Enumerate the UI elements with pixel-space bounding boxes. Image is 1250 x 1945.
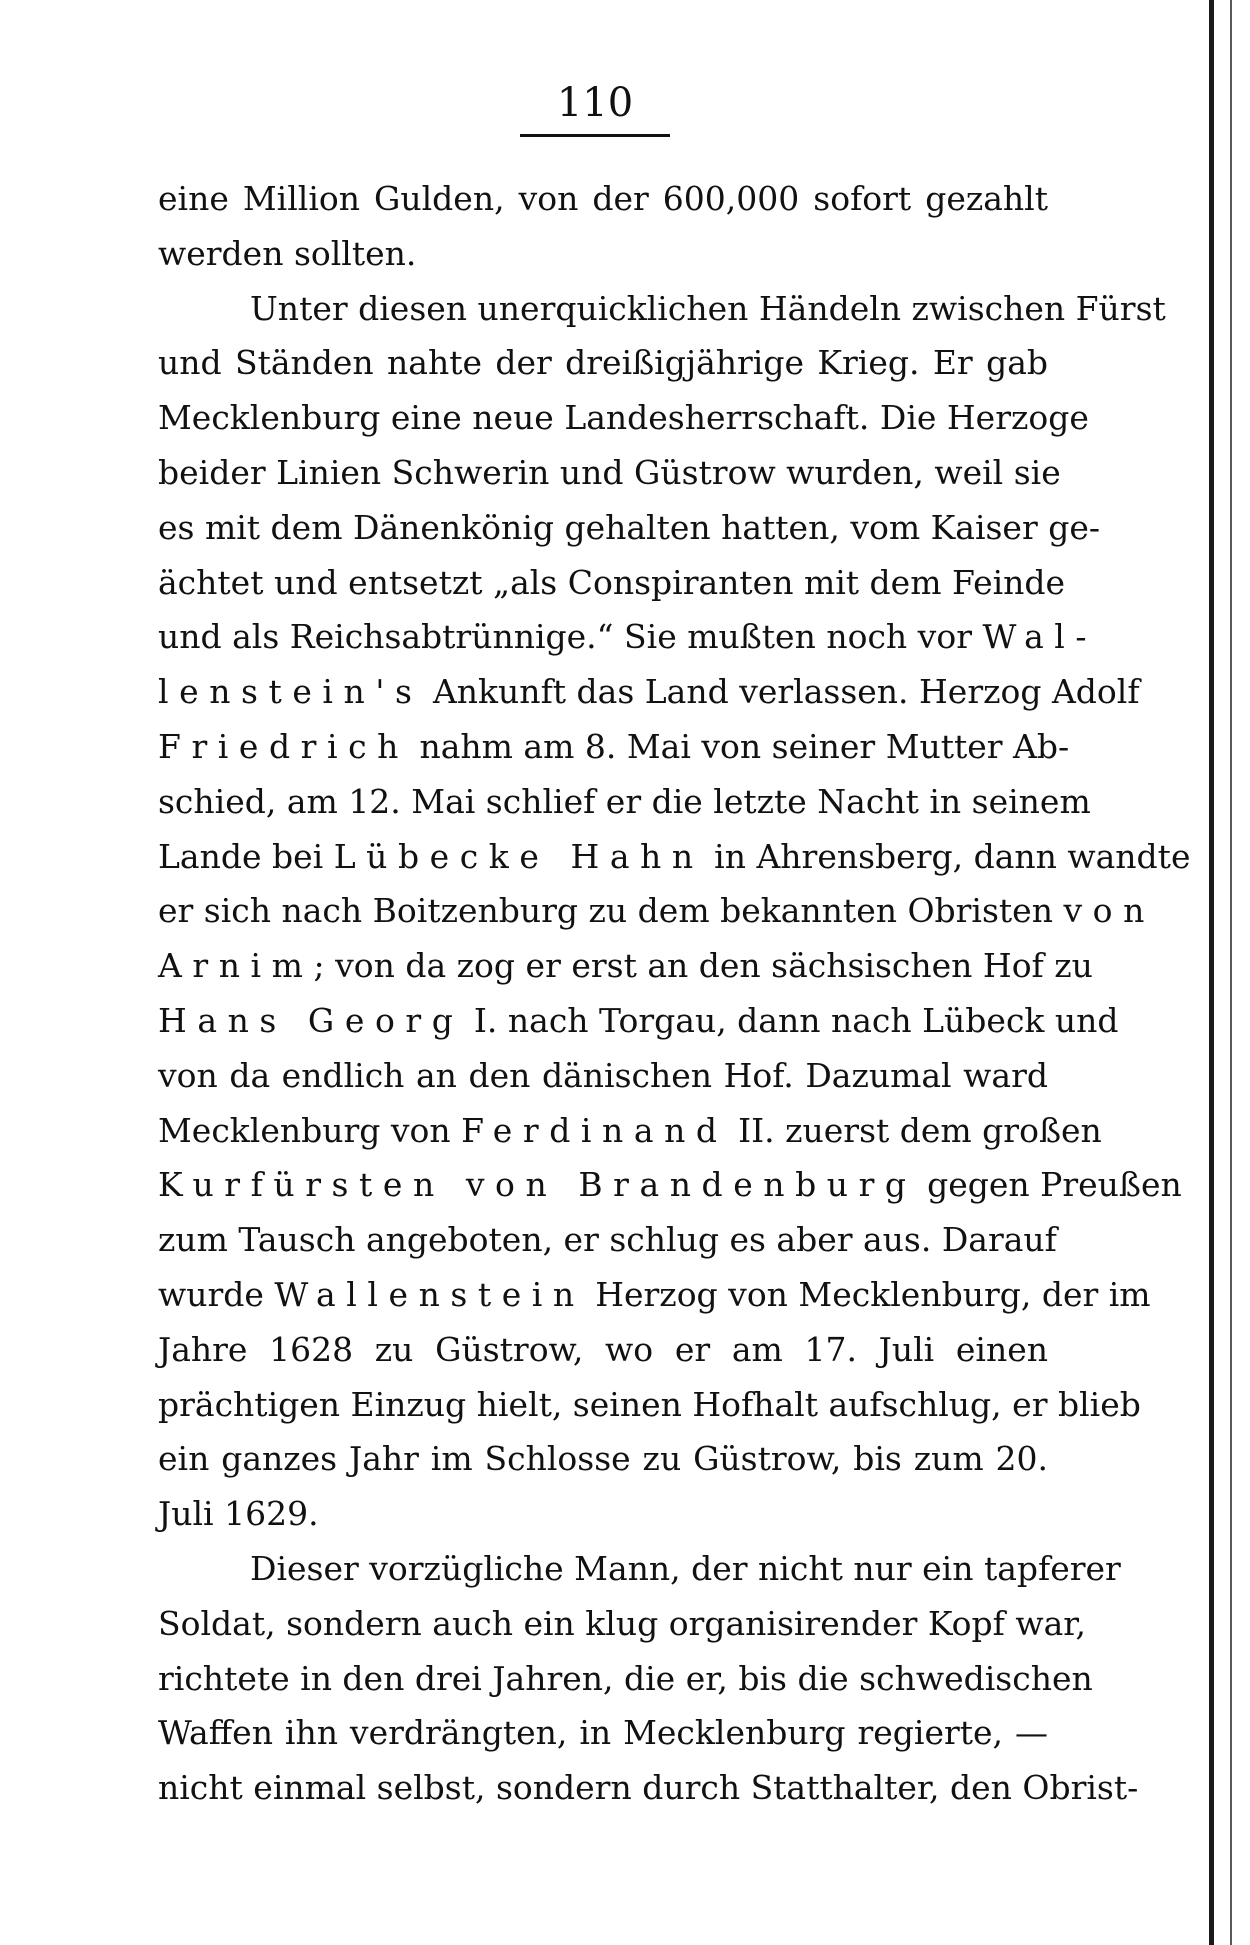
header-rule [520, 134, 670, 137]
text-line: werden sollten. [158, 233, 417, 273]
text-line: Jahre 1628 zu Güstrow, wo er am 17. Juli einen [158, 1329, 1048, 1369]
text-line: schied, am 12. Mai schlief er die letzte Nacht in seinem [158, 781, 1091, 821]
text-line: Arnim; von da zog er erst an den sächsischen Hof zu [158, 946, 1093, 986]
text-line: Waffen ihn verdrängten, in Mecklenburg regierte, — [158, 1713, 1048, 1753]
text-line: Kurfürsten von Brandenburg gegen Preußen [158, 1165, 1182, 1205]
text-line: Friedrich nahm am 8. Mai von seiner Mutter Ab- [158, 726, 1070, 766]
text-line: lenstein's Ankunft das Land verlassen. Herzog Adolf [158, 672, 1140, 712]
text-line: und Ständen nahte der dreißigjährige Krieg. Er gab [158, 343, 1048, 383]
text-line: Mecklenburg eine neue Landesherrschaft. Die Herzoge [158, 398, 1089, 438]
text-line: Lande bei Lübecke Hahn in Ahrensberg, dann wandte [158, 836, 1191, 876]
text-line: Unter diesen unerquicklichen Händeln zwischen Fürst [250, 288, 1166, 328]
body-text [158, 172, 1191, 1816]
text-line: zum Tausch angeboten, er schlug es aber aus. Darauf [158, 1220, 1057, 1260]
text-line: er sich nach Boitzenburg zu dem bekannten Obristen von [158, 891, 1155, 931]
page-binding-shadow [1230, 0, 1232, 1945]
text-line: von da endlich an den dänischen Hof. Dazumal ward [158, 1055, 1048, 1095]
page-binding-edge [1209, 0, 1214, 1945]
text-line: Mecklenburg von Ferdinand II. zuerst dem großen [158, 1110, 1102, 1150]
text-line: nicht einmal selbst, sondern durch Statthalter, den Obrist- [158, 1768, 1139, 1808]
text-line: Hans Georg I. nach Torgau, dann nach Lübeck und [158, 1000, 1119, 1040]
text-line: Dieser vorzügliche Mann, der nicht nur ein tapferer [250, 1548, 1121, 1588]
text-line: beider Linien Schwerin und Güstrow wurden, weil sie [158, 452, 1061, 492]
text-line: prächtigen Einzug hielt, seinen Hofhalt aufschlug, er blieb [158, 1384, 1141, 1424]
text-line: Juli 1629. [158, 1494, 319, 1534]
text-line: und als Reichsabtrünnige.“ Sie mußten noch vor Wal- [158, 617, 1098, 657]
page-number: 110 [556, 80, 634, 126]
text-line: ein ganzes Jahr im Schlosse zu Güstrow, bis zum 20. [158, 1439, 1048, 1479]
text-line: eine Million Gulden, von der 600,000 sofort gezahlt [158, 179, 1048, 218]
text-line: es mit dem Dänenkönig gehalten hatten, vom Kaiser ge- [158, 507, 1101, 547]
text-line: richtete in den drei Jahren, die er, bis die schwedischen [158, 1658, 1093, 1698]
text-line: wurde Wallenstein Herzog von Mecklenburg, der im [158, 1274, 1151, 1314]
text-line: ächtet und entsetzt „als Conspiranten mit dem Feinde [158, 562, 1066, 602]
text-line: Soldat, sondern auch ein klug organisirender Kopf war, [158, 1603, 1086, 1643]
